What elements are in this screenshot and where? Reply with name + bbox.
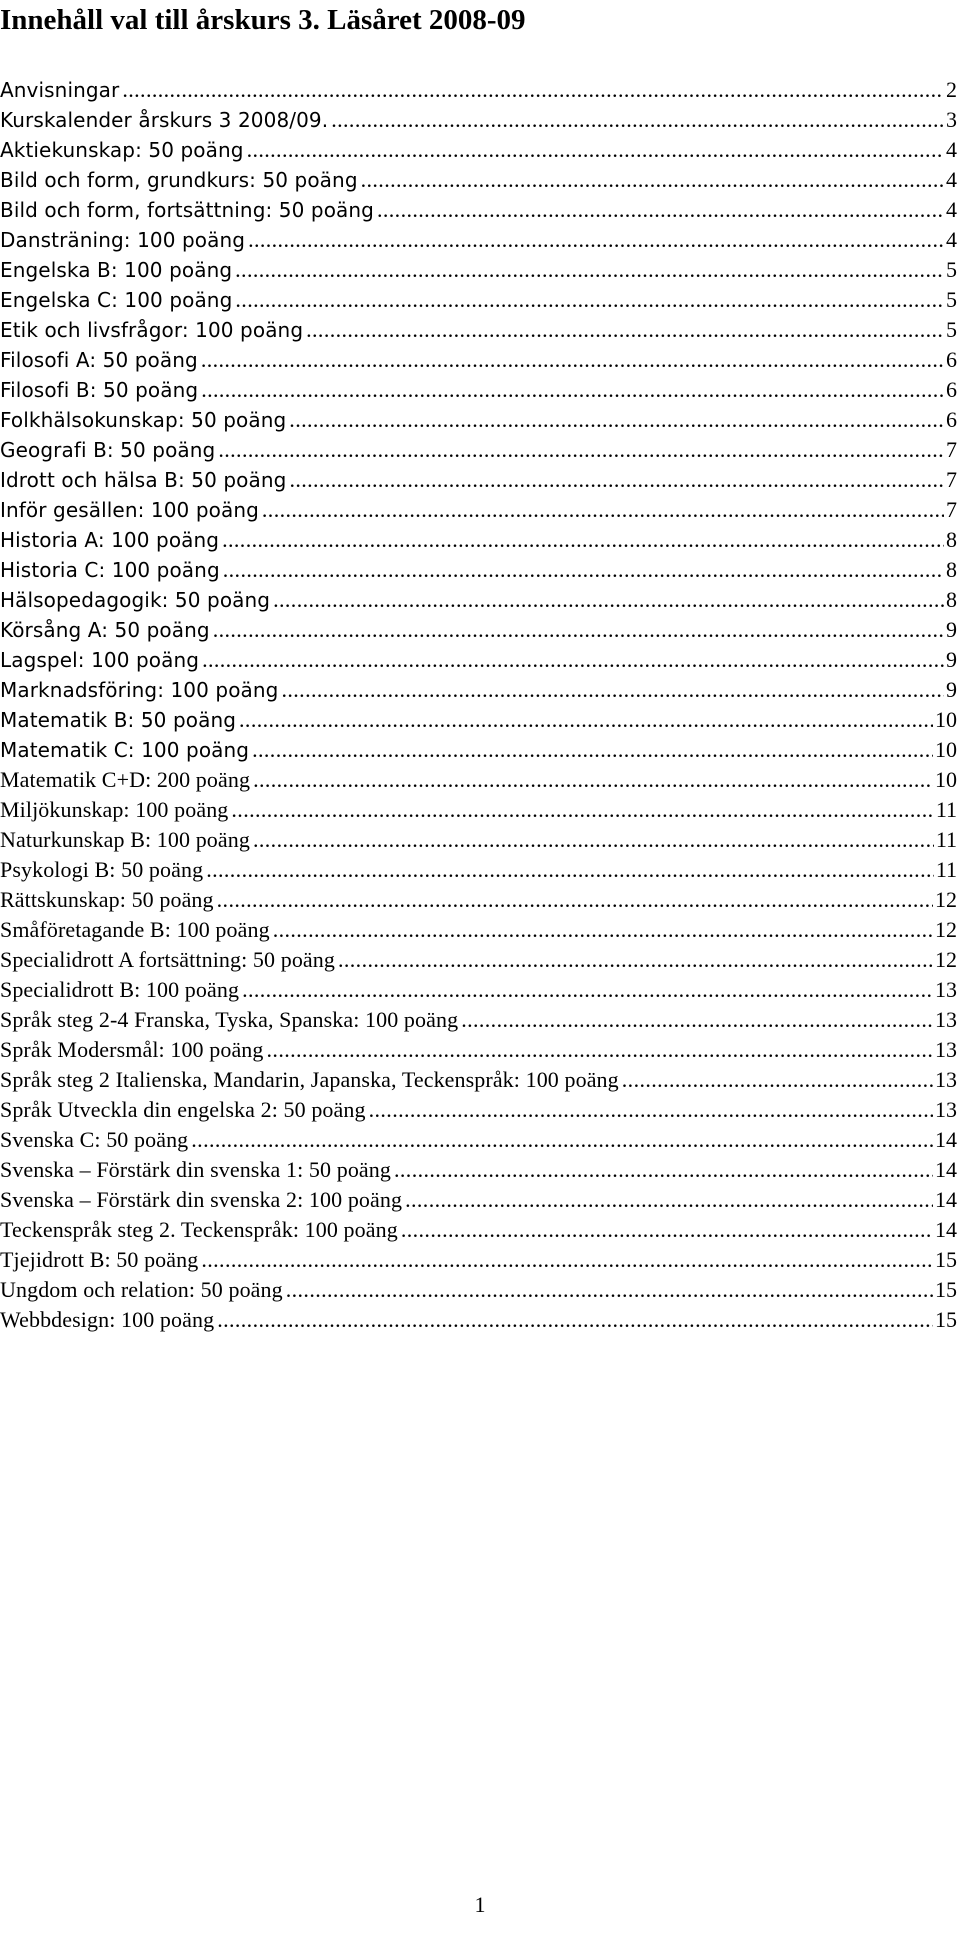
toc-dot-leader: [377, 195, 944, 225]
page-title: Innehåll val till årskurs 3. Läsåret 2008-09: [0, 4, 526, 36]
toc-entry-page: 8: [946, 587, 957, 612]
toc-dot-leader: [405, 1185, 933, 1215]
toc-entry-title: Inför gesällen: 100 poäng: [0, 498, 259, 522]
toc-entry[interactable]: [0, 975, 960, 1005]
toc-entry[interactable]: [0, 315, 960, 345]
toc-entry-title: Historia A: 100 poäng: [0, 528, 220, 552]
toc-entry-title: Ungdom och relation: 50 poäng: [0, 1277, 283, 1302]
toc-dot-leader: [201, 1245, 933, 1275]
toc-entry-title: Hälsopedagogik: 50 poäng: [0, 588, 271, 612]
toc-entry-title: Folkhälsokunskap: 50 poäng: [0, 408, 287, 432]
toc-dot-leader: [202, 645, 944, 675]
toc-entry-title: Geografi B: 50 poäng: [0, 438, 216, 462]
toc-entry-page: 4: [946, 197, 957, 222]
toc-entry-title: Historia C: 100 poäng: [0, 558, 220, 582]
toc-entry-page: 5: [946, 317, 957, 342]
toc-entry-title: Småföretagande B: 100 poäng: [0, 917, 270, 942]
toc-entry-page: 13: [935, 1067, 957, 1092]
toc-entry-page: 5: [946, 257, 957, 282]
toc-entry-title: Svenska – Förstärk din svenska 2: 100 poäng: [0, 1187, 403, 1212]
toc-entry-title: Anvisningar: [0, 78, 120, 102]
toc-dot-leader: [369, 1095, 933, 1125]
toc-entry-page: 9: [946, 677, 957, 702]
toc-dot-leader: [401, 1215, 933, 1245]
toc-entry[interactable]: [0, 345, 960, 375]
toc-entry[interactable]: [0, 1035, 960, 1065]
toc-entry[interactable]: [0, 525, 960, 555]
toc-entry-title: Svenska – Förstärk din svenska 1: 50 poäng: [0, 1157, 391, 1182]
toc-dot-leader: [222, 525, 944, 555]
toc-dot-leader: [394, 1155, 933, 1185]
toc-dot-leader: [253, 765, 933, 795]
toc-entry[interactable]: [0, 1005, 960, 1035]
toc-dot-leader: [252, 735, 933, 765]
toc-dot-leader: [217, 1305, 933, 1335]
toc-entry[interactable]: [0, 885, 960, 915]
toc-entry-title: Matematik B: 50 poäng: [0, 708, 237, 732]
toc-entry-page: 14: [935, 1157, 957, 1182]
toc-entry-page: 14: [935, 1187, 957, 1212]
toc-entry-title: Etik och livsfrågor: 100 poäng: [0, 318, 304, 342]
toc-entry[interactable]: [0, 165, 960, 195]
toc-entry-page: 8: [946, 557, 957, 582]
toc-dot-leader: [253, 825, 934, 855]
toc-entry-title: Engelska B: 100 poäng: [0, 258, 233, 282]
toc-dot-leader: [191, 1125, 933, 1155]
toc-entry-page: 4: [946, 137, 957, 162]
toc-entry[interactable]: [0, 825, 960, 855]
toc-dot-leader: [289, 405, 944, 435]
toc-entry-page: 4: [946, 167, 957, 192]
toc-entry[interactable]: [0, 195, 960, 225]
toc-entry-title: Bild och form, fortsättning: 50 poäng: [0, 198, 374, 222]
toc-entry-page: 9: [946, 647, 957, 672]
toc-dot-leader: [217, 885, 933, 915]
toc-dot-leader: [267, 1035, 933, 1065]
toc-entry[interactable]: [0, 555, 960, 585]
toc-entry-page: 2: [946, 77, 957, 102]
toc-entry-page: 13: [935, 1007, 957, 1032]
toc-entry-title: Idrott och hälsa B: 50 poäng: [0, 468, 287, 492]
toc-entry-title: Kurskalender årskurs 3 2008/09.: [0, 108, 329, 132]
toc-entry-page: 13: [935, 1097, 957, 1122]
toc-entry-title: Filosofi B: 50 poäng: [0, 378, 199, 402]
toc-entry[interactable]: [0, 645, 960, 675]
toc-entry-page: 7: [946, 467, 957, 492]
toc-dot-leader: [338, 945, 933, 975]
toc-dot-leader: [231, 795, 933, 825]
toc-entry-title: Psykologi B: 50 poäng: [0, 857, 204, 882]
toc-dot-leader: [218, 435, 944, 465]
toc-entry-page: 13: [935, 1037, 957, 1062]
toc-entry-title: Språk Modersmål: 100 poäng: [0, 1037, 264, 1062]
toc-entry[interactable]: [0, 1125, 960, 1155]
toc-entry-page: 14: [935, 1217, 957, 1242]
toc-dot-leader: [201, 345, 944, 375]
toc-entry[interactable]: [0, 1245, 960, 1275]
toc-dot-leader: [361, 165, 944, 195]
toc-entry[interactable]: [0, 255, 960, 285]
toc-entry[interactable]: [0, 675, 960, 705]
toc-entry[interactable]: [0, 405, 960, 435]
toc-dot-leader: [213, 615, 944, 645]
toc-dot-leader: [273, 915, 933, 945]
toc-entry-title: Filosofi A: 50 poäng: [0, 348, 198, 372]
toc-dot-leader: [306, 315, 944, 345]
toc-entry-page: 15: [935, 1307, 957, 1332]
toc-entry-page: 15: [935, 1277, 957, 1302]
toc-entry-title: Miljökunskap: 100 poäng: [0, 797, 229, 822]
toc-entry-title: Engelska C: 100 poäng: [0, 288, 233, 312]
toc-entry-title: Körsång A: 50 poäng: [0, 618, 210, 642]
page-number: 1: [474, 1892, 486, 1917]
toc-dot-leader: [247, 135, 944, 165]
toc-entry-title: Språk steg 2 Italienska, Mandarin, Japanska, Teckenspråk: 100 poäng: [0, 1067, 619, 1092]
toc-dot-leader: [273, 585, 944, 615]
toc-dot-leader: [201, 375, 944, 405]
toc-entry-page: 6: [946, 347, 957, 372]
toc-entry[interactable]: [0, 765, 960, 795]
toc-entry-page: 4: [946, 227, 957, 252]
toc-entry[interactable]: [0, 855, 960, 885]
toc-dot-leader: [122, 75, 944, 105]
toc-entry[interactable]: [0, 1215, 960, 1245]
toc-entry[interactable]: [0, 225, 960, 255]
toc-entry-title: Bild och form, grundkurs: 50 poäng: [0, 168, 358, 192]
toc-entry[interactable]: [0, 915, 960, 945]
toc-entry-page: 14: [935, 1127, 957, 1152]
toc-entry-page: 12: [935, 947, 957, 972]
toc-entry-page: 7: [946, 437, 957, 462]
toc-dot-leader: [289, 465, 944, 495]
toc-entry-page: 10: [935, 767, 957, 792]
toc-entry-page: 11: [935, 857, 957, 882]
toc-entry[interactable]: [0, 105, 960, 135]
toc-dot-leader: [235, 285, 944, 315]
toc-dot-leader: [223, 555, 944, 585]
toc-entry-page: 15: [935, 1247, 957, 1272]
toc-entry-page: 12: [935, 887, 957, 912]
toc-entry-title: Specialidrott A fortsättning: 50 poäng: [0, 947, 335, 972]
toc-entry[interactable]: [0, 75, 960, 105]
toc-dot-leader: [235, 255, 944, 285]
toc-entry-title: Tjejidrott B: 50 poäng: [0, 1247, 199, 1272]
toc-dot-leader: [331, 105, 944, 135]
toc-entry-page: 10: [935, 737, 957, 762]
toc-entry-title: Dansträning: 100 poäng: [0, 228, 246, 252]
toc-entry[interactable]: [0, 495, 960, 525]
toc-entry-page: 6: [946, 407, 957, 432]
toc-entry-page: 11: [935, 797, 957, 822]
toc-entry-title: Lagspel: 100 poäng: [0, 648, 200, 672]
toc-entry[interactable]: [0, 705, 960, 735]
toc-entry-title: Webbdesign: 100 poäng: [0, 1307, 215, 1332]
toc-dot-leader: [622, 1065, 933, 1095]
toc-entry-title: Specialidrott B: 100 poäng: [0, 977, 240, 1002]
toc-entry-page: 6: [946, 377, 957, 402]
toc-dot-leader: [281, 675, 944, 705]
toc-entry[interactable]: [0, 585, 960, 615]
toc-entry-page: 7: [946, 497, 957, 522]
toc-entry-title: Matematik C: 100 poäng: [0, 738, 250, 762]
toc-entry[interactable]: [0, 135, 960, 165]
toc-entry[interactable]: [0, 1305, 960, 1335]
toc-entry-title: Språk steg 2-4 Franska, Tyska, Spanska: 100 poäng: [0, 1007, 459, 1032]
toc-dot-leader: [239, 705, 933, 735]
toc-entry-title: Aktiekunskap: 50 poäng: [0, 138, 244, 162]
toc-dot-leader: [461, 1005, 933, 1035]
toc-entry[interactable]: [0, 1155, 960, 1185]
toc-dot-leader: [248, 225, 944, 255]
toc-entry[interactable]: [0, 375, 960, 405]
toc-entry-page: 3: [946, 107, 957, 132]
toc-entry-page: 12: [935, 917, 957, 942]
toc-entry-title: Naturkunskap B: 100 poäng: [0, 827, 250, 852]
toc-entry-title: Matematik C+D: 200 poäng: [0, 767, 251, 792]
toc-entry[interactable]: [0, 945, 960, 975]
toc-entry[interactable]: [0, 735, 960, 765]
toc-entry[interactable]: [0, 285, 960, 315]
toc-entry-page: 11: [935, 827, 957, 852]
toc-entry-title: Svenska C: 50 poäng: [0, 1127, 189, 1152]
toc-entry-page: 5: [946, 287, 957, 312]
toc-entry[interactable]: [0, 435, 960, 465]
toc-dot-leader: [262, 495, 944, 525]
table-of-contents: [0, 75, 960, 1335]
toc-dot-leader: [242, 975, 933, 1005]
toc-dot-leader: [206, 855, 934, 885]
toc-entry[interactable]: [0, 465, 960, 495]
toc-entry-page: 13: [935, 977, 957, 1002]
toc-dot-leader: [286, 1275, 933, 1305]
toc-entry-page: 9: [946, 617, 957, 642]
toc-entry-title: Rättskunskap: 50 poäng: [0, 887, 214, 912]
toc-entry-title: Språk Utveckla din engelska 2: 50 poäng: [0, 1097, 366, 1122]
toc-entry[interactable]: [0, 1275, 960, 1305]
toc-entry-title: Marknadsföring: 100 poäng: [0, 678, 279, 702]
toc-entry[interactable]: [0, 1065, 960, 1095]
toc-entry[interactable]: [0, 1095, 960, 1125]
toc-entry-title: Teckenspråk steg 2. Teckenspråk: 100 poäng: [0, 1217, 398, 1242]
toc-entry[interactable]: [0, 1185, 960, 1215]
toc-entry-page: 10: [935, 707, 957, 732]
toc-entry[interactable]: [0, 615, 960, 645]
toc-entry-page: 8: [946, 527, 957, 552]
toc-entry[interactable]: [0, 795, 960, 825]
